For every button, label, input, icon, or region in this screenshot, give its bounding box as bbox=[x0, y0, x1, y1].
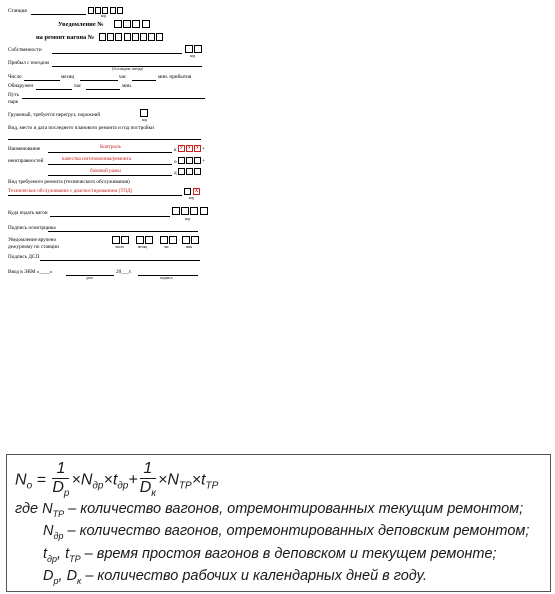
def1-text: – количество вагонов, отремонтированных текущим ремонтом; bbox=[68, 501, 524, 517]
faults-label: неисправностей bbox=[8, 158, 44, 164]
definition-2 bbox=[43, 523, 529, 541]
n-o-sub: о bbox=[26, 480, 33, 492]
where-label: Куда подать вагон bbox=[8, 210, 48, 216]
park-label: парк bbox=[8, 99, 19, 105]
times-4: × bbox=[191, 471, 202, 489]
d-boxes bbox=[178, 168, 201, 175]
def3-comma: , bbox=[57, 546, 66, 562]
n-dp-symbol: N bbox=[80, 471, 93, 489]
def3-text: – время простоя вагонов в деповском и текущем ремонте; bbox=[84, 546, 497, 562]
inspector-label: Подпись осмотрщика bbox=[8, 225, 56, 231]
k-plus: + bbox=[202, 146, 205, 152]
def3-symbol-2: t bbox=[65, 546, 70, 562]
repair-title: на ремонт вагона № bbox=[36, 34, 95, 41]
date-label-month: месяц bbox=[61, 74, 75, 80]
equals-sign: = bbox=[32, 471, 51, 489]
found-label: Обнаружен bbox=[8, 83, 34, 89]
times-1: × bbox=[71, 471, 81, 489]
handed-sub-min: мин bbox=[186, 245, 193, 249]
repair-type-code-label: код bbox=[189, 196, 195, 200]
t-dp-sub: др bbox=[117, 480, 129, 492]
where-code-label: код bbox=[185, 217, 191, 221]
found-line bbox=[36, 89, 72, 90]
last-repair-label: Вид, место и дата последнего планового ремонта и год постройки bbox=[8, 125, 154, 131]
name-label: Наименование bbox=[8, 146, 41, 152]
faults-line-2 bbox=[48, 175, 172, 176]
definition-4 bbox=[43, 568, 427, 586]
def3-sub-1: др bbox=[47, 553, 58, 564]
ownership-label: Собственности bbox=[8, 47, 42, 53]
def4-symbol-1: D bbox=[43, 568, 54, 584]
loaded-box bbox=[140, 109, 148, 117]
station-label: Станция bbox=[8, 8, 27, 14]
last-repair-line bbox=[8, 139, 201, 140]
ownership-code-label: код bbox=[190, 54, 196, 58]
name-value: Контроль bbox=[100, 144, 121, 150]
station-code-label: код bbox=[101, 14, 107, 18]
faults-line bbox=[48, 164, 172, 165]
dp-symbol: D bbox=[52, 478, 64, 496]
evm-year: 20___г. bbox=[116, 269, 132, 275]
repair-type-line bbox=[8, 195, 182, 196]
inspector-line bbox=[48, 231, 198, 232]
fraction-1-num: 1 bbox=[52, 461, 69, 479]
times-3: × bbox=[158, 471, 168, 489]
fraction-1-dk bbox=[140, 461, 156, 499]
def1-symbol: N bbox=[42, 501, 53, 517]
def4-comma: , bbox=[58, 568, 67, 584]
k-mark-2: У bbox=[187, 146, 192, 151]
handed-label-1: Уведомление вручено bbox=[8, 237, 57, 243]
formula-block bbox=[6, 454, 551, 592]
k-mark-3: У bbox=[195, 146, 200, 151]
ownership-code-boxes bbox=[185, 45, 202, 53]
dk-sub: к bbox=[151, 487, 157, 499]
def4-sub-1: р bbox=[53, 575, 59, 586]
definition-1 bbox=[15, 501, 523, 519]
loaded-label: Груженый, требуется перегруз, порожний bbox=[8, 112, 101, 118]
dsp-line bbox=[40, 260, 200, 261]
n-dp-sub: др bbox=[92, 480, 104, 492]
notice-number-boxes bbox=[114, 20, 150, 28]
handed-hour-boxes bbox=[160, 236, 177, 244]
n-o-symbol: N bbox=[15, 471, 27, 489]
dp-sub: р bbox=[63, 487, 70, 499]
def3-sub-2: ТР bbox=[69, 553, 81, 564]
path-label: Путь bbox=[8, 92, 19, 98]
month-line bbox=[80, 80, 118, 81]
handed-day-boxes bbox=[112, 236, 129, 244]
t-tr-sub: ТР bbox=[205, 480, 219, 492]
def4-symbol-2: D bbox=[66, 568, 78, 584]
date-label-arrival: мин. прибытия bbox=[158, 74, 192, 80]
main-formula bbox=[15, 461, 218, 499]
where-code-boxes bbox=[172, 207, 208, 215]
plus-sign: + bbox=[128, 471, 138, 489]
where-line bbox=[50, 216, 170, 217]
handed-sub-month: месяц bbox=[138, 245, 148, 249]
loaded-code-label: код bbox=[142, 118, 148, 122]
o-label: о bbox=[174, 159, 177, 165]
k-label: к bbox=[174, 147, 177, 153]
hour-line bbox=[132, 80, 156, 81]
handed-month-boxes bbox=[136, 236, 153, 244]
wagon-number-boxes bbox=[99, 33, 163, 41]
fraction-2-den bbox=[140, 479, 156, 500]
handed-min-boxes bbox=[182, 236, 199, 244]
o-boxes bbox=[178, 157, 201, 164]
fraction-2-num: 1 bbox=[140, 461, 156, 479]
dk-symbol: D bbox=[139, 478, 152, 496]
repair-type-value: Техническое обслуживание с диагностированием (ТОД) bbox=[8, 188, 133, 194]
handed-label-2: дежурному по станции bbox=[8, 244, 59, 250]
o-plus: + bbox=[202, 158, 205, 164]
ownership-field-line bbox=[52, 53, 182, 54]
evm-sub-sign: подпись bbox=[160, 276, 173, 280]
station-code-boxes bbox=[88, 7, 123, 14]
repair-type-label: Вид требуемого ремонта (технического обслуживания) bbox=[8, 179, 130, 185]
name-line bbox=[48, 152, 172, 153]
def1-sub: ТР bbox=[52, 508, 65, 519]
repair-type-box bbox=[184, 188, 191, 195]
repair-type-mark: Х bbox=[194, 189, 199, 194]
found-hour-line bbox=[86, 89, 120, 90]
definition-3 bbox=[43, 546, 497, 564]
handed-sub-day: число bbox=[115, 245, 124, 249]
repair-notice-form bbox=[0, 0, 215, 290]
fraction-1-dp bbox=[52, 461, 69, 499]
def2-symbol: N bbox=[43, 523, 54, 539]
fraction-1-den bbox=[52, 479, 69, 500]
dsp-label: Подпись ДСП bbox=[8, 254, 40, 260]
times-2: × bbox=[103, 471, 113, 489]
evm-label: Ввод в ЭВМ «____» bbox=[8, 269, 53, 275]
n-tr-symbol: N bbox=[167, 471, 179, 489]
date-label-day: Число bbox=[8, 74, 22, 80]
def4-sub-2: к bbox=[77, 575, 82, 586]
date-label-hour: час bbox=[119, 74, 127, 80]
found-min-label: мин. bbox=[122, 83, 133, 89]
t-tr-symbol: t bbox=[201, 471, 206, 489]
faults-value: качества изготовления/ремонта bbox=[62, 156, 132, 162]
arrived-label: Прибыл с поездом bbox=[8, 60, 49, 66]
station-field-line bbox=[31, 14, 86, 15]
n-tr-sub: ТР bbox=[178, 480, 192, 492]
notice-title: Уведомление № bbox=[58, 21, 104, 28]
faults-value-2: боковой рамы bbox=[90, 168, 121, 174]
d-label: д bbox=[174, 170, 177, 176]
path-line bbox=[22, 98, 205, 99]
t-dp-symbol: t bbox=[112, 471, 118, 489]
where-word: где bbox=[15, 501, 39, 517]
handed-sub-hour: час bbox=[164, 245, 169, 249]
def3-symbol-1: t bbox=[43, 546, 48, 562]
day-line bbox=[24, 80, 60, 81]
found-hour-label: час bbox=[74, 83, 82, 89]
evm-sub-date: дата bbox=[86, 276, 93, 280]
k-mark-1: У bbox=[179, 146, 184, 151]
def2-sub: др bbox=[53, 530, 64, 541]
def4-text: – количество рабочих и календарных дней в году. bbox=[85, 568, 427, 584]
arrived-hint: (№ и индекс поезда) bbox=[112, 67, 144, 71]
def2-text: – количество вагонов, отремонтированных деповским ремонтом; bbox=[67, 523, 530, 539]
